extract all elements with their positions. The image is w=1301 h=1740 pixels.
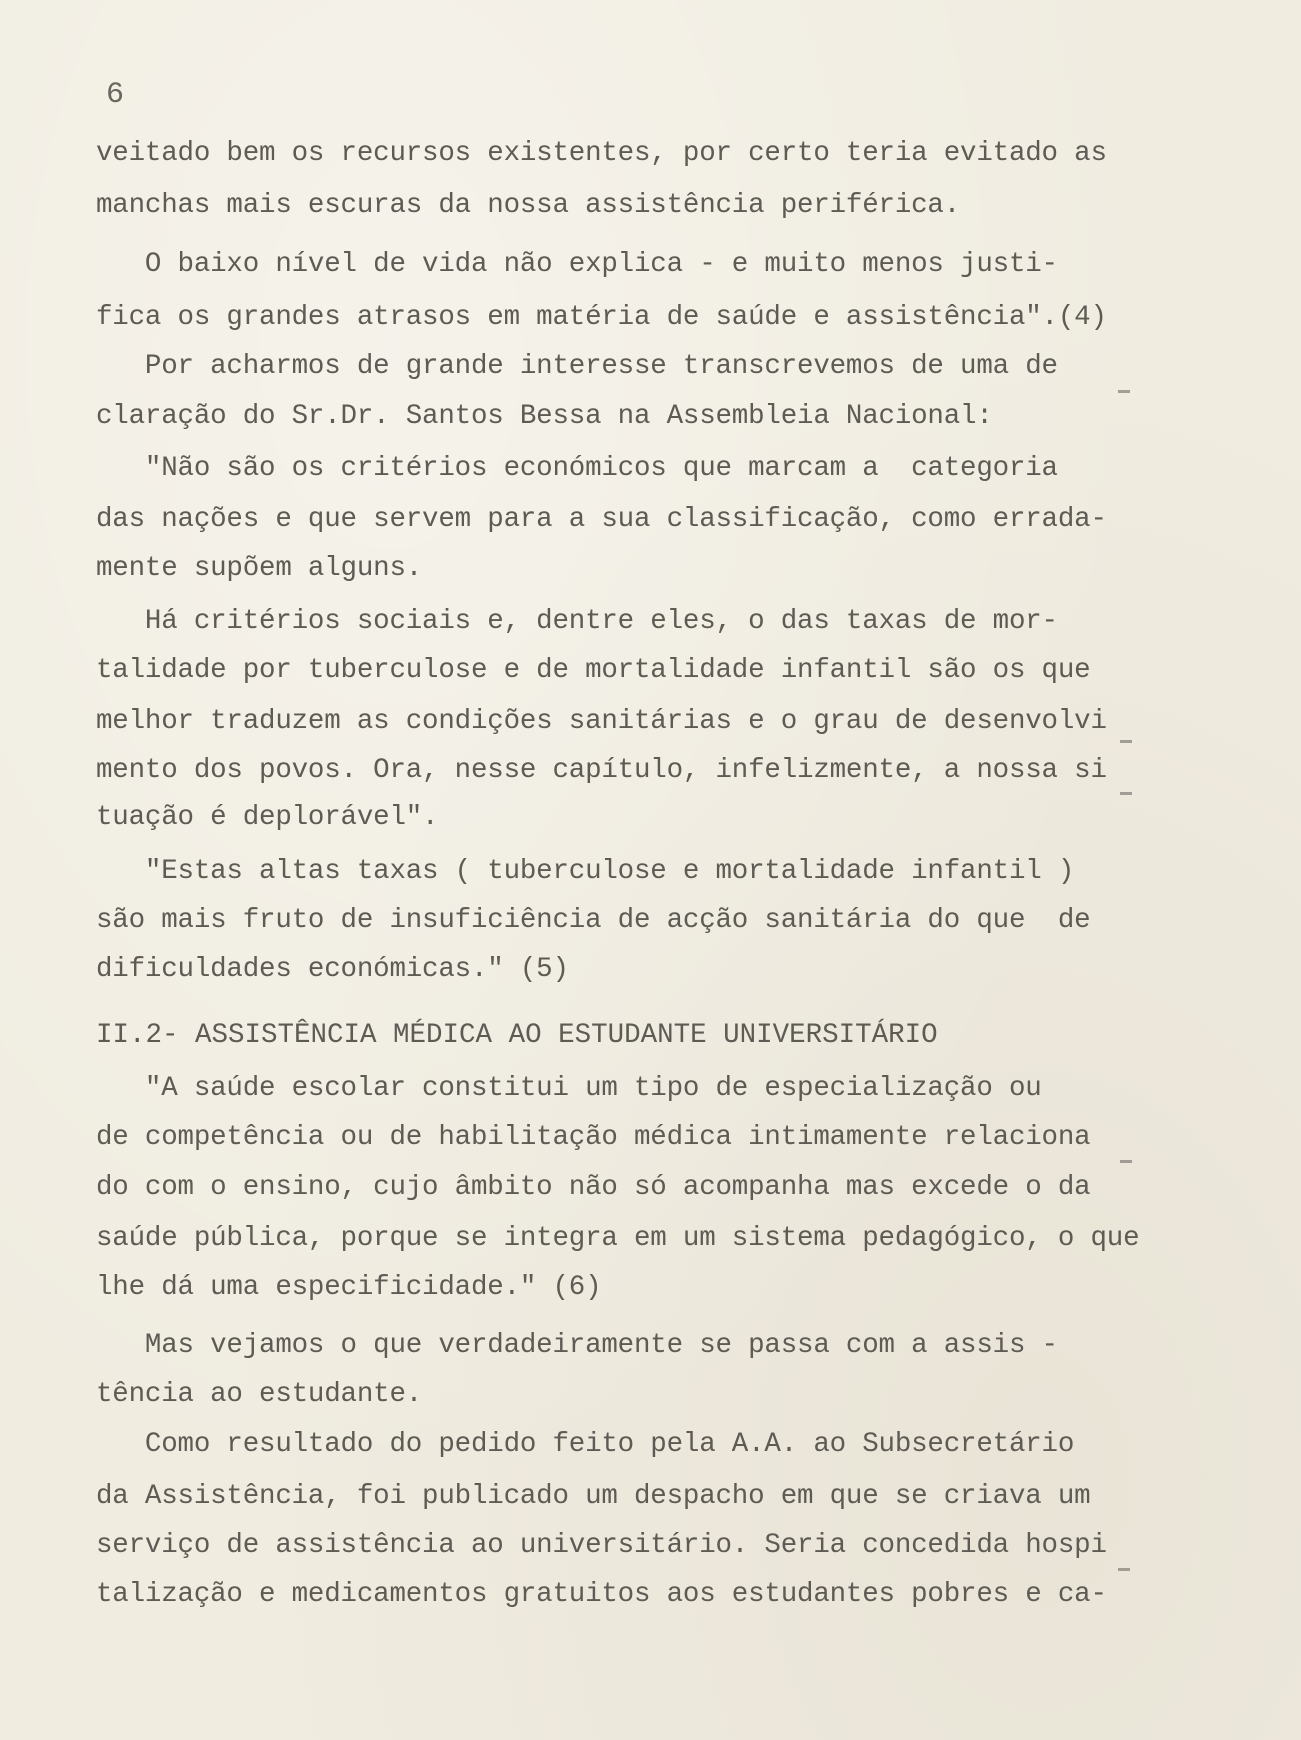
text-line: "A saúde escolar constitui um tipo de especialização ou — [96, 1073, 1042, 1104]
hyphen-mark — [1120, 1160, 1132, 1163]
text-line: talidade por tuberculose e de mortalidade infantil são os que — [96, 655, 1091, 686]
text-line: tência ao estudante. — [96, 1379, 423, 1410]
text-line: do com o ensino, cujo âmbito não só acompanha mas excede o da — [96, 1172, 1091, 1203]
text-line: "Estas altas taxas ( tuberculose e mortalidade infantil ) — [96, 856, 1075, 887]
text-line: claração do Sr.Dr. Santos Bessa na Assembleia Nacional: — [96, 401, 993, 432]
text-line: Como resultado do pedido feito pela A.A. ao Subsecretário — [96, 1429, 1075, 1460]
section-heading: II.2- ASSISTÊNCIA MÉDICA AO ESTUDANTE UNIVERSITÁRIO — [96, 1020, 938, 1051]
text-line: talização e medicamentos gratuitos aos estudantes pobres e ca- — [96, 1579, 1107, 1610]
text-line: mento dos povos. Ora, nesse capítulo, infelizmente, a nossa si — [96, 755, 1107, 786]
hyphen-mark — [1118, 390, 1130, 393]
text-line: mente supõem alguns. — [96, 553, 423, 584]
text-line: "Não são os critérios económicos que marcam a categoria — [96, 453, 1058, 484]
text-line: lhe dá uma especificidade." (6) — [96, 1272, 602, 1303]
text-line: saúde pública, porque se integra em um sistema pedagógico, o que — [96, 1223, 1140, 1254]
hyphen-mark — [1120, 740, 1132, 743]
text-line: da Assistência, foi publicado um despacho em que se criava um — [96, 1481, 1091, 1512]
text-line: melhor traduzem as condições sanitárias e o grau de desenvolvi — [96, 706, 1107, 737]
text-line: tuação é deplorável". — [96, 802, 439, 833]
text-line: são mais fruto de insuficiência de acção sanitária do que de — [96, 905, 1091, 936]
text-line: fica os grandes atrasos em matéria de saúde e assistência".(4) — [96, 302, 1107, 333]
text-line: O baixo nível de vida não explica - e muito menos justi- — [96, 249, 1058, 280]
text-line: serviço de assistência ao universitário. Seria concedida hospi — [96, 1530, 1107, 1561]
text-line: Mas vejamos o que verdadeiramente se passa com a assis - — [96, 1330, 1058, 1361]
text-line: de competência ou de habilitação médica intimamente relaciona — [96, 1122, 1091, 1153]
text-line: dificuldades económicas." (5) — [96, 954, 569, 985]
text-line: veitado bem os recursos existentes, por certo teria evitado as — [96, 138, 1107, 169]
text-line: manchas mais escuras da nossa assistência periférica. — [96, 190, 961, 221]
hyphen-mark — [1120, 792, 1132, 795]
page-number: 6 — [106, 78, 125, 112]
text-line: Há critérios sociais e, dentre eles, o das taxas de mor- — [96, 606, 1058, 637]
hyphen-mark — [1118, 1568, 1130, 1571]
text-line: das nações e que servem para a sua classificação, como errada- — [96, 504, 1107, 535]
text-line: Por acharmos de grande interesse transcrevemos de uma de — [96, 351, 1058, 382]
